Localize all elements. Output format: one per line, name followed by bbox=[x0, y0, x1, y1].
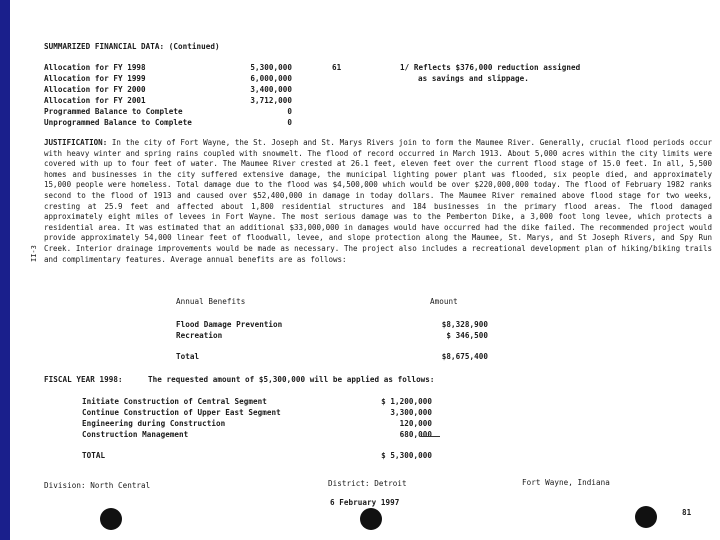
footer-date: 6 February 1997 bbox=[330, 498, 400, 507]
allocation-label: Allocation for FY 1999 bbox=[44, 74, 146, 83]
fiscal-item-label: Construction Management bbox=[82, 430, 189, 439]
allocation-label: Allocation for FY 1998 bbox=[44, 63, 146, 72]
fiscal-item-label: Continue Construction of Upper East Segment bbox=[82, 408, 281, 417]
side-page-mark: II-3 bbox=[30, 245, 38, 262]
allocation-amount: 3,712,000 bbox=[250, 96, 292, 105]
allocation-amount: 0 bbox=[287, 118, 292, 127]
fiscal-year-text: The requested amount of $5,300,000 will be applied as follows: bbox=[148, 375, 435, 384]
benefits-total-label: Total bbox=[176, 352, 200, 361]
benefit-amount: $ 346,500 bbox=[446, 331, 488, 340]
fiscal-item-amount: $ 1,200,000 bbox=[381, 397, 432, 406]
benefit-label: Flood Damage Prevention bbox=[176, 320, 283, 329]
footnote-ref: 61 bbox=[332, 63, 342, 72]
fiscal-item-amount: 120,000 bbox=[399, 419, 432, 428]
justification-label: JUSTIFICATION: bbox=[44, 138, 108, 147]
justification-text: In the city of Fort Wayne, the St. Joseph and St. Marys Rivers join to form the Maumee River. Generally, crucial flood periods occur with heavy winter and spring rains coupled with snowmelt. The flood of record occurred in March 1913. About 5,000 acres within the city limits were covered with up to four feet of water. The Maumee River crested at 26.1 feet, eleven feet over the current flood stage of 15.0 feet. In all, 5,500 homes and businesses in the city suffered extensive damage, the municipal lighting power plant was flooded, six people died, and approximately 15,000 people were homeless. Total damage due to the flood was $4,500,000 which would be over $220,000,000 today. The flood of February 1982 ranks second to the flood of 1913 and caused over $52,400,000 in damage in today dollars. The Maumee River remained above flood stage for two weeks, cresting at 25.9 feet and affected about 1,800 residential structures and 184 businesses in the primary flood areas. The flood damaged approximately eight miles of levees in Fort Wayne. The most serious damage was to the Pemberton Dike, a 3,000 foot long levee, which protects a residential area. It was estimated that an additional $33,000,000 in damages would have occurred had the dike failed. The recommended project would provide approximately 54,000 linear feet of floodwall, levee, and slope protection along the Maumee, St. Marys, and St Joseph Rivers, and Spy Run Creek. Interior drainage improvements would be made as necessary. The project also includes a recreational development plan of hiking/biking trails and complimentary features. Average annual benefits are as follows: bbox=[44, 138, 713, 264]
allocation-label: Programmed Balance to Complete bbox=[44, 107, 183, 116]
fiscal-item-label: Engineering during Construction bbox=[82, 419, 226, 428]
benefits-header-amount: Amount bbox=[430, 297, 458, 306]
allocation-amount: 5,300,000 bbox=[250, 63, 292, 72]
allocation-label: Allocation for FY 2001 bbox=[44, 96, 146, 105]
footnote-line: 1/ Reflects $376,000 reduction assigned bbox=[400, 63, 581, 72]
allocation-amount: 6,000,000 bbox=[250, 74, 292, 83]
left-edge-bar bbox=[0, 0, 10, 540]
section-header: SUMMARIZED FINANCIAL DATA: (Continued) bbox=[44, 42, 220, 51]
punch-hole bbox=[360, 508, 382, 530]
document-page bbox=[10, 0, 720, 540]
fiscal-item-label: Initiate Construction of Central Segment bbox=[82, 397, 267, 406]
fiscal-year-label: FISCAL YEAR 1998: bbox=[44, 375, 123, 384]
footnote-line: as savings and slippage. bbox=[418, 74, 529, 83]
allocation-label: Unprogrammed Balance to Complete bbox=[44, 118, 192, 127]
fiscal-item-amount: 3,300,000 bbox=[390, 408, 432, 417]
punch-hole bbox=[100, 508, 122, 530]
footer-location: Fort Wayne, Indiana bbox=[522, 478, 610, 487]
fiscal-total-amount: $ 5,300,000 bbox=[381, 451, 432, 460]
punch-hole bbox=[635, 506, 657, 528]
benefits-header-label: Annual Benefits bbox=[176, 297, 246, 306]
allocation-amount: 0 bbox=[287, 107, 292, 116]
benefits-total-amount: $8,675,400 bbox=[441, 352, 488, 361]
page-number: 81 bbox=[682, 508, 692, 517]
fiscal-item-amount: 680,000 bbox=[399, 430, 432, 439]
allocation-amount: 3,400,000 bbox=[250, 85, 292, 94]
fiscal-total-label: TOTAL bbox=[82, 451, 106, 460]
allocation-label: Allocation for FY 2000 bbox=[44, 85, 146, 94]
justification-paragraph bbox=[44, 138, 712, 265]
total-rule bbox=[420, 436, 440, 437]
benefit-amount: $8,328,900 bbox=[441, 320, 488, 329]
benefit-label: Recreation bbox=[176, 331, 223, 340]
footer-district: District: Detroit bbox=[328, 479, 407, 488]
footer-division: Division: North Central bbox=[44, 481, 151, 490]
